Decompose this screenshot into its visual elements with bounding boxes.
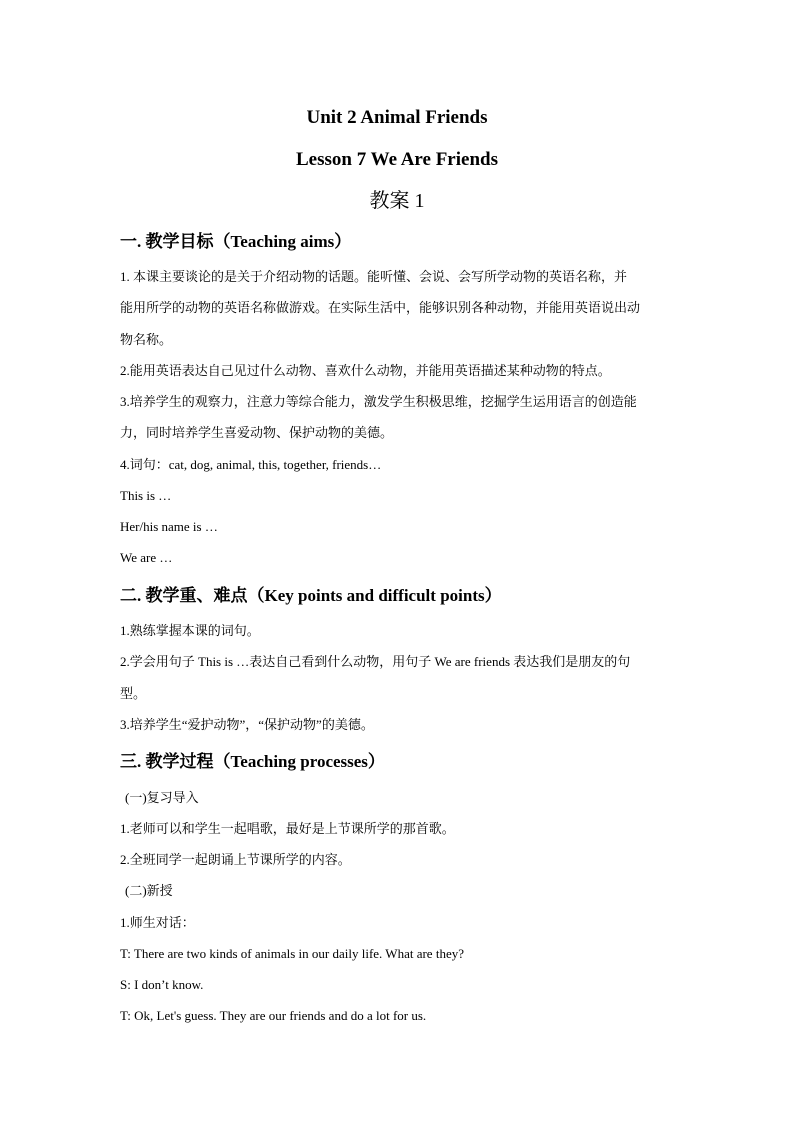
dialogue-line: S: I don’t know. (120, 977, 204, 992)
paragraph-line: 物名称。 (120, 332, 173, 347)
paragraph-line: We are … (120, 550, 173, 565)
paragraph-line: 1. 本课主要谈论的是关于介绍动物的话题。能听懂、会说、会写所学动物的英语名称，并 (120, 269, 628, 284)
paragraph-line: 1.熟练掌握本课的词句。 (120, 623, 260, 638)
paragraph-line: 2.学会用句子 This is …表达自己看到什么动物，用句子 We are friends 表达我们是朋友的句 (120, 654, 631, 669)
paragraph-line: 型。 (120, 686, 147, 701)
paragraph-line: 3.培养学生“爱护动物”，“保护动物”的美德。 (120, 717, 374, 732)
subsection-label: (二)新授 (125, 883, 173, 898)
paragraph-line: 2.能用英语表达自己见过什么动物、喜欢什么动物，并能用英语描述某种动物的特点。 (120, 363, 611, 378)
section-heading-teaching-aims: 一. 教学目标（Teaching aims） (120, 232, 352, 251)
section-heading-teaching-processes: 三. 教学过程（Teaching processes） (120, 752, 385, 771)
unit-title: Unit 2 Animal Friends (306, 107, 488, 128)
dialogue-line: T: Ok, Let's guess. They are our friends and do a lot for us. (120, 1008, 427, 1023)
lesson-plan-title: 教案 1 (369, 190, 425, 212)
paragraph-line: 1.老师可以和学生一起唱歌，最好是上节课所学的那首歌。 (120, 821, 455, 836)
paragraph-line: 1.师生对话： (120, 915, 195, 930)
paragraph-line: 4.词句：cat, dog, animal, this, together, friends… (120, 457, 382, 472)
dialogue-line: T: There are two kinds of animals in our daily life. What are they? (120, 946, 464, 961)
paragraph-line: 2.全班同学一起朗诵上节课所学的内容。 (120, 852, 351, 867)
paragraph-line: This is … (120, 488, 172, 503)
paragraph-line: 3.培养学生的观察力，注意力等综合能力，激发学生积极思维，挖掘学生运用语言的创造能 (120, 394, 637, 409)
paragraph-line: Her/his name is … (120, 519, 218, 534)
section-heading-key-points: 二. 教学重、难点（Key points and difficult points） (120, 586, 502, 605)
lesson-title: Lesson 7 We Are Friends (296, 149, 498, 170)
paragraph-line: 力，同时培养学生喜爱动物、保护动物的美德。 (120, 425, 394, 440)
subsection-label: (一)复习导入 (125, 790, 199, 805)
paragraph-line: 能用所学的动物的英语名称做游戏。在实际生活中，能够识别各种动物，并能用英语说出动 (120, 300, 641, 315)
